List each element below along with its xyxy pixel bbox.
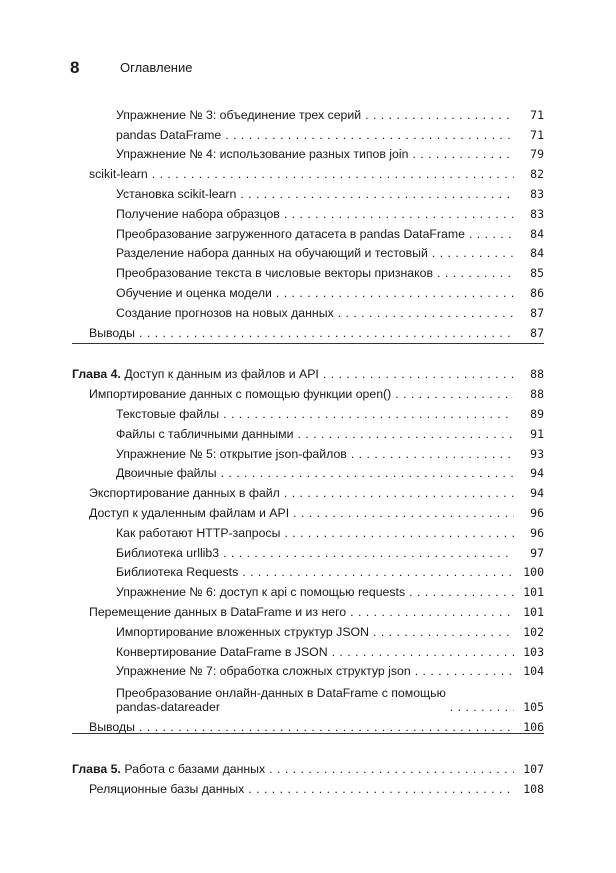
toc-page-number: 83 xyxy=(530,206,544,221)
toc-entry-title: Обучение и оценка модели xyxy=(116,285,272,300)
toc-entry[interactable] xyxy=(72,243,544,263)
toc-entry-title: scikit-learn xyxy=(89,167,148,182)
dot-leader xyxy=(323,367,514,381)
toc-chapter-title xyxy=(72,762,265,776)
toc-page-number: 106 xyxy=(523,720,544,735)
toc-entry[interactable] xyxy=(72,562,544,582)
toc-page-number: 89 xyxy=(530,406,544,421)
dot-leader xyxy=(395,387,514,401)
toc-entry-title: Упражнение № 7: обработка сложных структур json xyxy=(116,664,411,679)
toc-page-number: 104 xyxy=(523,664,544,679)
dot-leader xyxy=(284,207,514,221)
toc-entry-title: Импортирование вложенных структур JSON xyxy=(116,624,369,639)
toc-entry-title: Импортирование данных с помощью функции open() xyxy=(89,387,392,402)
toc-entry[interactable] xyxy=(72,621,544,641)
toc-entry[interactable] xyxy=(72,262,544,282)
toc-entry-title-line1: Преобразование онлайн-данных в DataFrame с помощью xyxy=(116,686,446,701)
toc-entry[interactable] xyxy=(72,581,544,601)
toc-entry[interactable] xyxy=(72,423,544,443)
toc-page-number: 108 xyxy=(523,781,544,796)
toc-page-number: 103 xyxy=(523,644,544,659)
toc-entry-title: Упражнение № 5: открытие json-файлов xyxy=(116,446,347,461)
toc-entry[interactable] xyxy=(72,601,544,621)
dot-leader xyxy=(221,466,514,480)
toc-entry[interactable] xyxy=(72,680,544,716)
toc-entry[interactable] xyxy=(72,223,544,243)
toc-entry-title: Как работают HTTP-запросы xyxy=(116,525,281,540)
dot-leader xyxy=(223,546,514,560)
dot-leader xyxy=(223,407,514,421)
toc-entry-title: Текстовые файлы xyxy=(116,406,220,421)
toc-entry[interactable] xyxy=(72,183,544,203)
toc-entry-title: pandas DataFrame xyxy=(116,127,222,142)
toc-page-number: 107 xyxy=(523,761,544,776)
toc-page-number: 85 xyxy=(530,266,544,281)
dot-leader xyxy=(437,266,514,280)
toc-entry[interactable] xyxy=(72,463,544,483)
dot-leader xyxy=(276,286,514,300)
toc-entry-title: Получение набора образцов xyxy=(116,206,280,221)
toc-entry[interactable] xyxy=(72,778,544,798)
dot-leader xyxy=(450,700,514,714)
toc-entry-title: Преобразование текста в числовые векторы признаков xyxy=(116,266,434,281)
toc-entry-title: Упражнение № 6: доступ к api с помощью requests xyxy=(116,585,406,600)
toc-entry[interactable] xyxy=(72,104,544,124)
toc-entry[interactable] xyxy=(72,124,544,144)
toc-entry-title: Перемещение данных в DataFrame и из него xyxy=(89,604,347,619)
dot-leader xyxy=(469,227,514,241)
toc-entry[interactable] xyxy=(72,282,544,302)
dot-leader xyxy=(297,427,514,441)
chapter-divider xyxy=(72,733,544,734)
dot-leader xyxy=(152,167,514,181)
toc-page-number: 88 xyxy=(530,387,544,402)
toc-entry-title: Файлы с табличными данными xyxy=(116,426,294,441)
toc-entry-title: Двоичные файлы xyxy=(116,466,217,481)
chapter-label: Глава 5. xyxy=(72,761,121,776)
toc-page-number: 101 xyxy=(523,604,544,619)
toc-page-number: 79 xyxy=(530,147,544,162)
toc-chapter-title xyxy=(72,367,319,381)
toc-entry-title: Экспортирование данных в файл xyxy=(89,486,280,501)
toc-page-number: 71 xyxy=(530,107,544,122)
toc-entry-title: Разделение набора данных на обучающий и тестовый xyxy=(116,246,428,261)
dot-leader xyxy=(332,645,514,659)
toc-entry[interactable] xyxy=(72,383,544,403)
toc-page-number: 84 xyxy=(530,226,544,241)
toc-page-number: 101 xyxy=(523,585,544,600)
toc-page-number: 100 xyxy=(523,565,544,580)
toc-entry[interactable] xyxy=(72,302,544,322)
toc-page-number: 94 xyxy=(530,466,544,481)
toc-page-number: 87 xyxy=(530,325,544,340)
chapter-title-text: Доступ к данным из файлов и API xyxy=(124,367,319,382)
toc-entry[interactable] xyxy=(72,443,544,463)
dot-leader xyxy=(350,605,514,619)
dot-leader xyxy=(139,720,514,734)
toc-entry-title: Выводы xyxy=(89,720,136,735)
toc-entry[interactable] xyxy=(72,641,544,661)
toc-entry[interactable] xyxy=(72,203,544,223)
dot-leader xyxy=(139,326,514,340)
dot-leader xyxy=(242,565,514,579)
toc-entry[interactable] xyxy=(72,482,544,502)
dot-leader xyxy=(409,585,514,599)
dot-leader xyxy=(338,306,514,320)
toc-entry-title: Создание прогнозов на новых данных xyxy=(116,305,334,320)
toc-entry[interactable] xyxy=(72,502,544,522)
chapter-label: Глава 4. xyxy=(72,367,121,382)
toc-page-number: 84 xyxy=(530,246,544,261)
dot-leader xyxy=(351,447,514,461)
toc-page-number: 105 xyxy=(523,700,544,715)
toc-entry[interactable] xyxy=(72,163,544,183)
toc-entry-title: Конвертирование DataFrame в JSON xyxy=(116,644,328,659)
toc-page-number: 96 xyxy=(530,525,544,540)
dot-leader xyxy=(373,625,514,639)
dot-leader xyxy=(248,782,514,796)
toc-page-number: 94 xyxy=(530,486,544,501)
toc-page-number: 83 xyxy=(530,186,544,201)
toc-entry-title-line2: pandas-datareader xyxy=(116,700,220,715)
dot-leader xyxy=(269,762,514,776)
dot-leader xyxy=(432,246,514,260)
toc-entry-title: Упражнение № 3: объединение трех серий xyxy=(116,107,362,122)
toc-entry-title: Установка scikit-learn xyxy=(116,186,237,201)
toc-entry[interactable] xyxy=(72,322,544,342)
toc-entry-title: Библиотека urllib3 xyxy=(116,545,220,560)
toc-entry-title: Реляционные базы данных xyxy=(89,781,245,796)
toc-page-number: 91 xyxy=(530,426,544,441)
toc-page-number: 71 xyxy=(530,127,544,142)
toc-page-number: 82 xyxy=(530,167,544,182)
toc-page-number: 93 xyxy=(530,446,544,461)
toc-entry[interactable] xyxy=(72,144,544,164)
toc-entry[interactable] xyxy=(72,522,544,542)
toc-page-number: 97 xyxy=(530,545,544,560)
dot-leader xyxy=(365,108,514,122)
toc-entry-title: Доступ к удаленным файлам и API xyxy=(89,505,290,520)
dot-leader xyxy=(284,486,514,500)
dot-leader xyxy=(225,128,514,142)
toc-entry[interactable] xyxy=(72,542,544,562)
toc-entry[interactable] xyxy=(72,661,544,681)
toc-page-number: 86 xyxy=(530,285,544,300)
toc-entry-title xyxy=(116,686,446,714)
toc-page-number: 88 xyxy=(530,367,544,382)
chapter-title-text: Работа с базами данных xyxy=(124,761,266,776)
toc-entry-title: Библиотека Requests xyxy=(116,565,239,580)
toc-entry[interactable] xyxy=(72,403,544,423)
toc-entry-title: Преобразование загруженного датасета в pandas DataFrame xyxy=(116,226,465,241)
page-number: 8 xyxy=(70,58,80,77)
toc-page-number: 102 xyxy=(523,624,544,639)
toc-entry-title: Упражнение № 4: использование разных типов join xyxy=(116,147,409,162)
chapter-divider xyxy=(72,343,544,344)
running-title: Оглавление xyxy=(120,60,193,75)
toc-page-number: 87 xyxy=(530,305,544,320)
dot-leader xyxy=(415,664,514,678)
toc-entry-title: Выводы xyxy=(89,325,136,340)
toc-page-number: 96 xyxy=(530,505,544,520)
dot-leader xyxy=(284,526,514,540)
toc-chapter-4[interactable] xyxy=(72,364,544,384)
dot-leader xyxy=(412,147,514,161)
dot-leader xyxy=(293,506,514,520)
toc-chapter-5[interactable] xyxy=(72,758,544,778)
table-of-contents xyxy=(72,104,544,798)
dot-leader xyxy=(240,187,514,201)
